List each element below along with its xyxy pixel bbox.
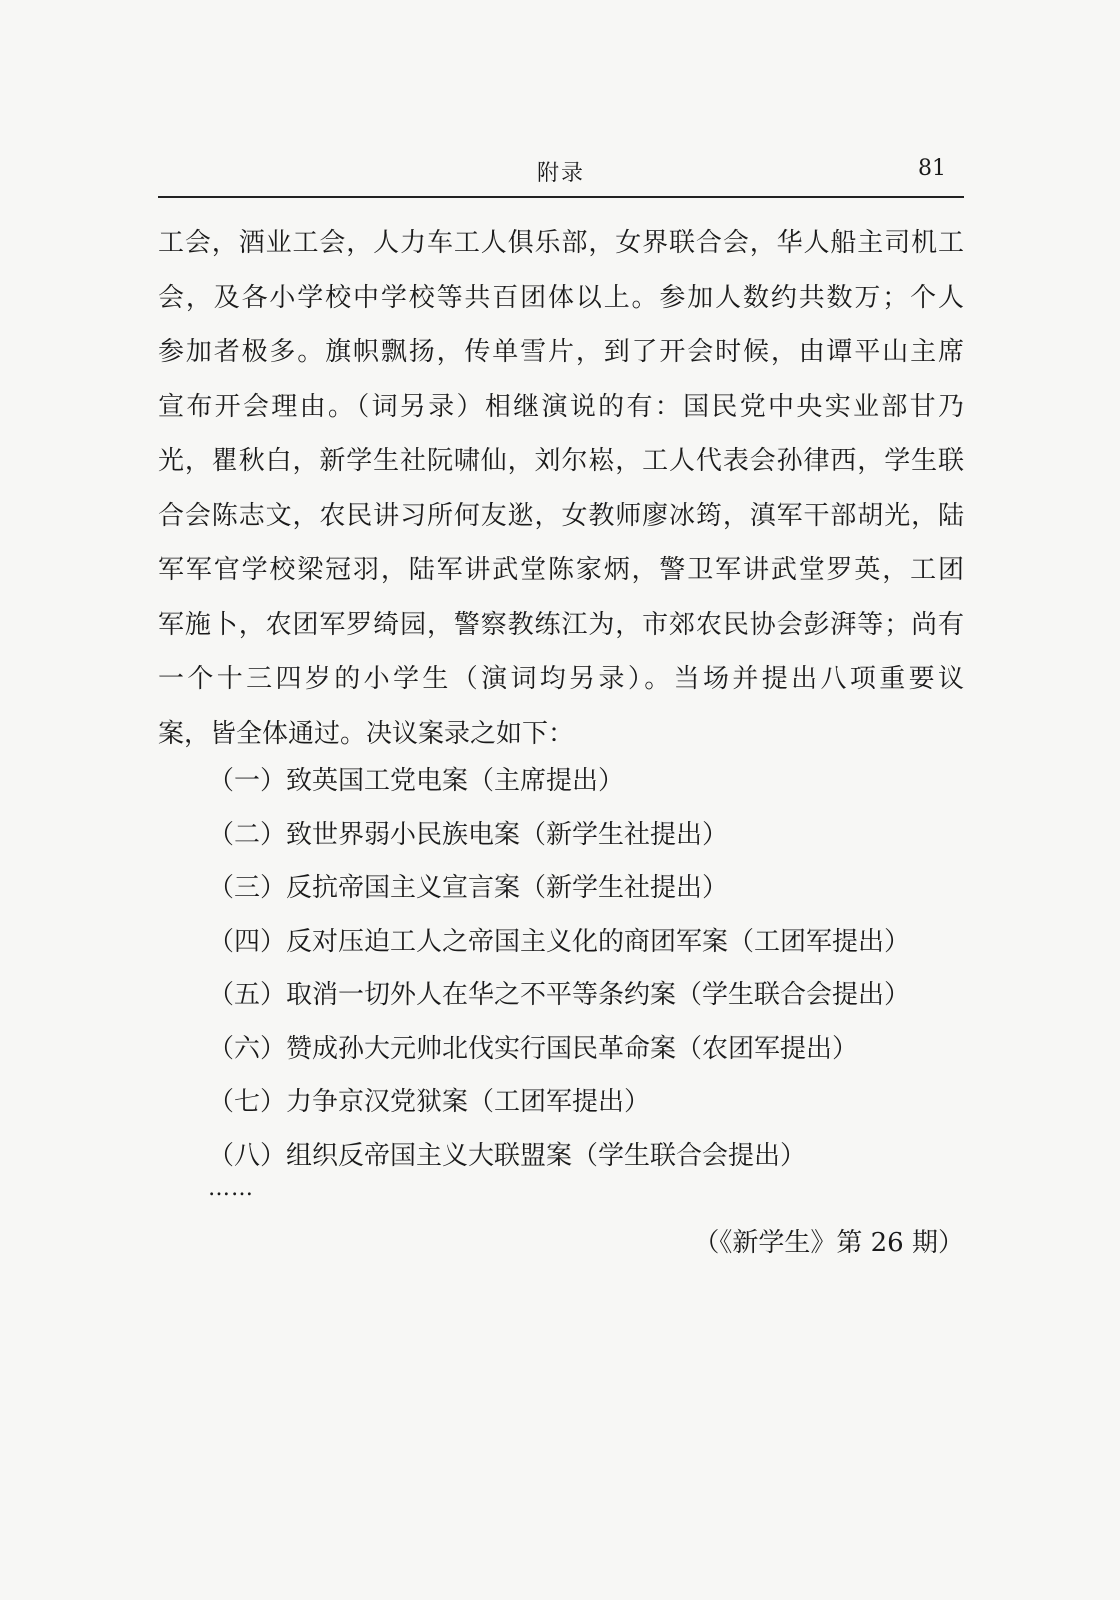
text-line: 宣布开会理由。（词另录）相继演说的有：国民党中央实业部甘乃 [158,391,964,422]
resolution-item: （四）反对压迫工人之帝国主义化的商团军案（工团军提出） [208,926,911,957]
resolution-list [208,755,964,1183]
source-citation: （《新学生》第 26 期） [693,1228,964,1258]
resolution-item: （八）组织反帝国主义大联盟案（学生联合会提出） [208,1140,807,1171]
text-line: 军施卜，农团军罗绮园，警察教练江为，市郊农民协会彭湃等；尚有 [158,609,964,640]
text-line: 案，皆全体通过。决议案录之如下： [158,718,575,749]
page-header [158,150,964,194]
text-line: 会，及各小学校中学校等共百团体以上。参加人数约共数万；个人 [158,282,964,313]
resolution-item: （六）赞成孙大元帅北伐实行国民革命案（农团军提出） [208,1033,859,1064]
page-number: 81 [918,156,946,181]
text-line: 合会陈志文，农民讲习所何友逖，女教师廖冰筠，滇军干部胡光，陆 [158,500,964,531]
text-line: 光，瞿秋白，新学生社阮啸仙，刘尔崧，工人代表会孙律西，学生联 [158,446,964,476]
resolution-item: （七）力争京汉党狱案（工团军提出） [208,1087,651,1117]
resolution-item: （一）致英国工党电案（主席提出） [208,766,625,796]
resolution-item: （三）反抗帝国主义宣言案（新学生社提出） [208,873,729,903]
resolution-item: （五）取消一切外人在华之不平等条约案（学生联合会提出） [208,980,911,1010]
ellipsis: …… [208,1176,254,1201]
header-divider [158,196,964,198]
text-line: 一个十三四岁的小学生（演词均另录）。当场并提出八项重要议 [158,664,964,694]
resolution-item: （二）致世界弱小民族电案（新学生社提出） [208,819,729,850]
running-header-title: 附录 [536,161,585,186]
text-line: 工会，酒业工会，人力车工人俱乐部，女界联合会，华人船主司机工 [158,228,964,258]
text-line: 参加者极多。旗帜飘扬，传单雪片，到了开会时候，由谭平山主席 [158,337,964,367]
text-line: 军军官学校梁冠羽，陆军讲武堂陈家炳，警卫军讲武堂罗英，工团 [158,555,964,585]
body-paragraph [158,216,964,761]
